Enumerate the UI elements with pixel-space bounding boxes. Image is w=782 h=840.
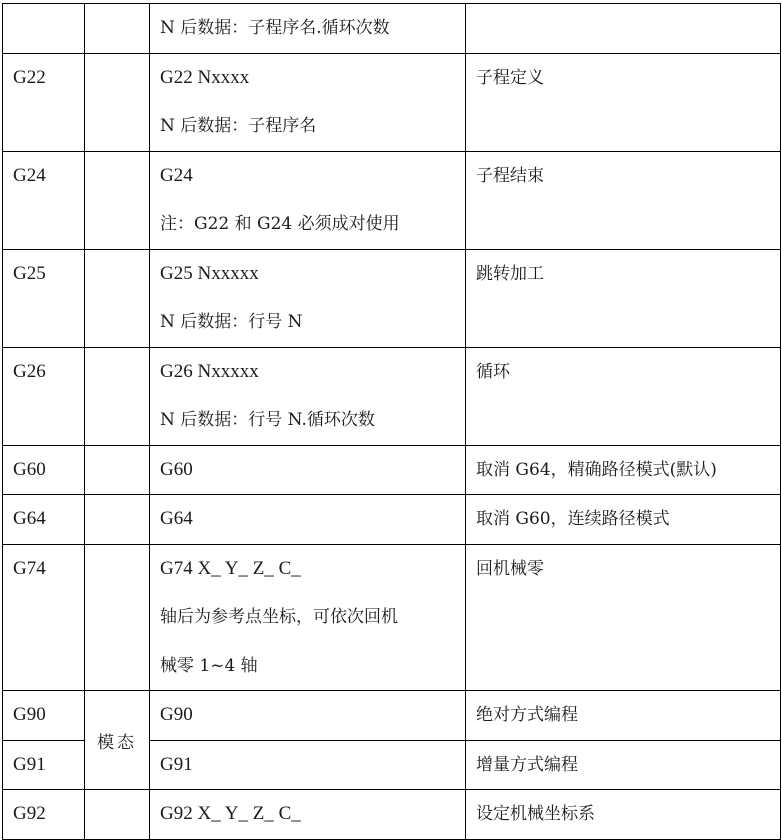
description-text: 跳转加工 <box>476 263 544 284</box>
format-line: N 后数据：子程序名.循环次数 <box>160 18 390 38</box>
code-text: G24 <box>13 164 46 186</box>
description-text: 子程结束 <box>476 165 544 186</box>
type-cell <box>85 249 150 347</box>
code-text: G60 <box>13 458 46 480</box>
format-line: 轴后为参考点坐标，可依次回机 <box>160 607 398 627</box>
format-line: 注：G22 和 G24 必须成对使用 <box>160 214 400 234</box>
format-line: G74 X_ Y_ Z_ C_ <box>160 557 301 579</box>
format-line: G22 Nxxxx <box>160 66 250 88</box>
description-text: 绝对方式编程 <box>476 705 578 725</box>
format-cell <box>150 53 466 151</box>
type-cell <box>85 544 150 691</box>
format-line: G92 X_ Y_ Z_ C_ <box>160 803 301 824</box>
type-cell <box>85 151 150 249</box>
table-row <box>3 790 781 840</box>
format-line: N 后数据：行号 N <box>160 312 303 332</box>
type-cell <box>85 445 150 495</box>
code-text: G90 <box>13 704 46 725</box>
code-text: G26 <box>13 360 46 382</box>
table-row <box>3 347 781 445</box>
code-text: G92 <box>13 803 46 824</box>
type-cell-modal <box>85 691 150 790</box>
format-line: N 后数据：子程序名 <box>160 116 317 136</box>
description-cell <box>466 790 781 840</box>
description-cell <box>466 53 781 151</box>
format-line: G91 <box>160 753 193 775</box>
description-cell <box>466 151 781 249</box>
gcode-table <box>2 3 781 840</box>
format-line: G60 <box>160 458 193 480</box>
description-text: 增量方式编程 <box>476 754 578 775</box>
code-cell <box>3 347 85 445</box>
code-text: G74 <box>13 557 46 579</box>
description-text: 回机械零 <box>476 558 544 579</box>
description-text: 取消 G60，连续路径模式 <box>476 509 670 529</box>
code-cell <box>3 790 85 840</box>
description-cell <box>466 544 781 691</box>
format-line: G25 Nxxxxx <box>160 262 259 284</box>
type-text: 模态 <box>97 732 137 753</box>
format-line: 械零 1~4 轴 <box>160 655 258 676</box>
format-line: G90 <box>160 704 193 725</box>
format-cell <box>150 249 466 347</box>
table-row <box>3 249 781 347</box>
description-text: 取消 G64，精确路径模式(默认) <box>476 459 717 480</box>
code-text: G25 <box>13 262 46 284</box>
code-text: G64 <box>13 508 46 529</box>
format-cell <box>150 347 466 445</box>
type-cell <box>85 347 150 445</box>
format-line: G26 Nxxxxx <box>160 360 259 382</box>
description-text: 设定机械坐标系 <box>476 804 595 824</box>
type-cell <box>85 53 150 151</box>
format-cell <box>150 151 466 249</box>
table-row <box>3 53 781 151</box>
format-cell <box>150 544 466 691</box>
type-cell <box>85 790 150 840</box>
description-cell <box>466 249 781 347</box>
format-line: N 后数据：行号 N.循环次数 <box>160 410 375 430</box>
table-row <box>3 151 781 249</box>
format-cell <box>150 790 466 840</box>
code-cell <box>3 544 85 691</box>
format-line: G64 <box>160 508 193 529</box>
type-cell <box>85 495 150 545</box>
code-cell <box>3 53 85 151</box>
format-line: G24 <box>160 164 193 186</box>
code-text: G91 <box>13 753 46 775</box>
description-cell <box>466 347 781 445</box>
code-text: G22 <box>13 66 46 88</box>
description-text: 子程定义 <box>476 67 544 88</box>
type-cell <box>85 4 150 54</box>
code-cell <box>3 249 85 347</box>
table-row <box>3 544 781 691</box>
description-text: 循环 <box>476 361 510 382</box>
code-cell <box>3 151 85 249</box>
